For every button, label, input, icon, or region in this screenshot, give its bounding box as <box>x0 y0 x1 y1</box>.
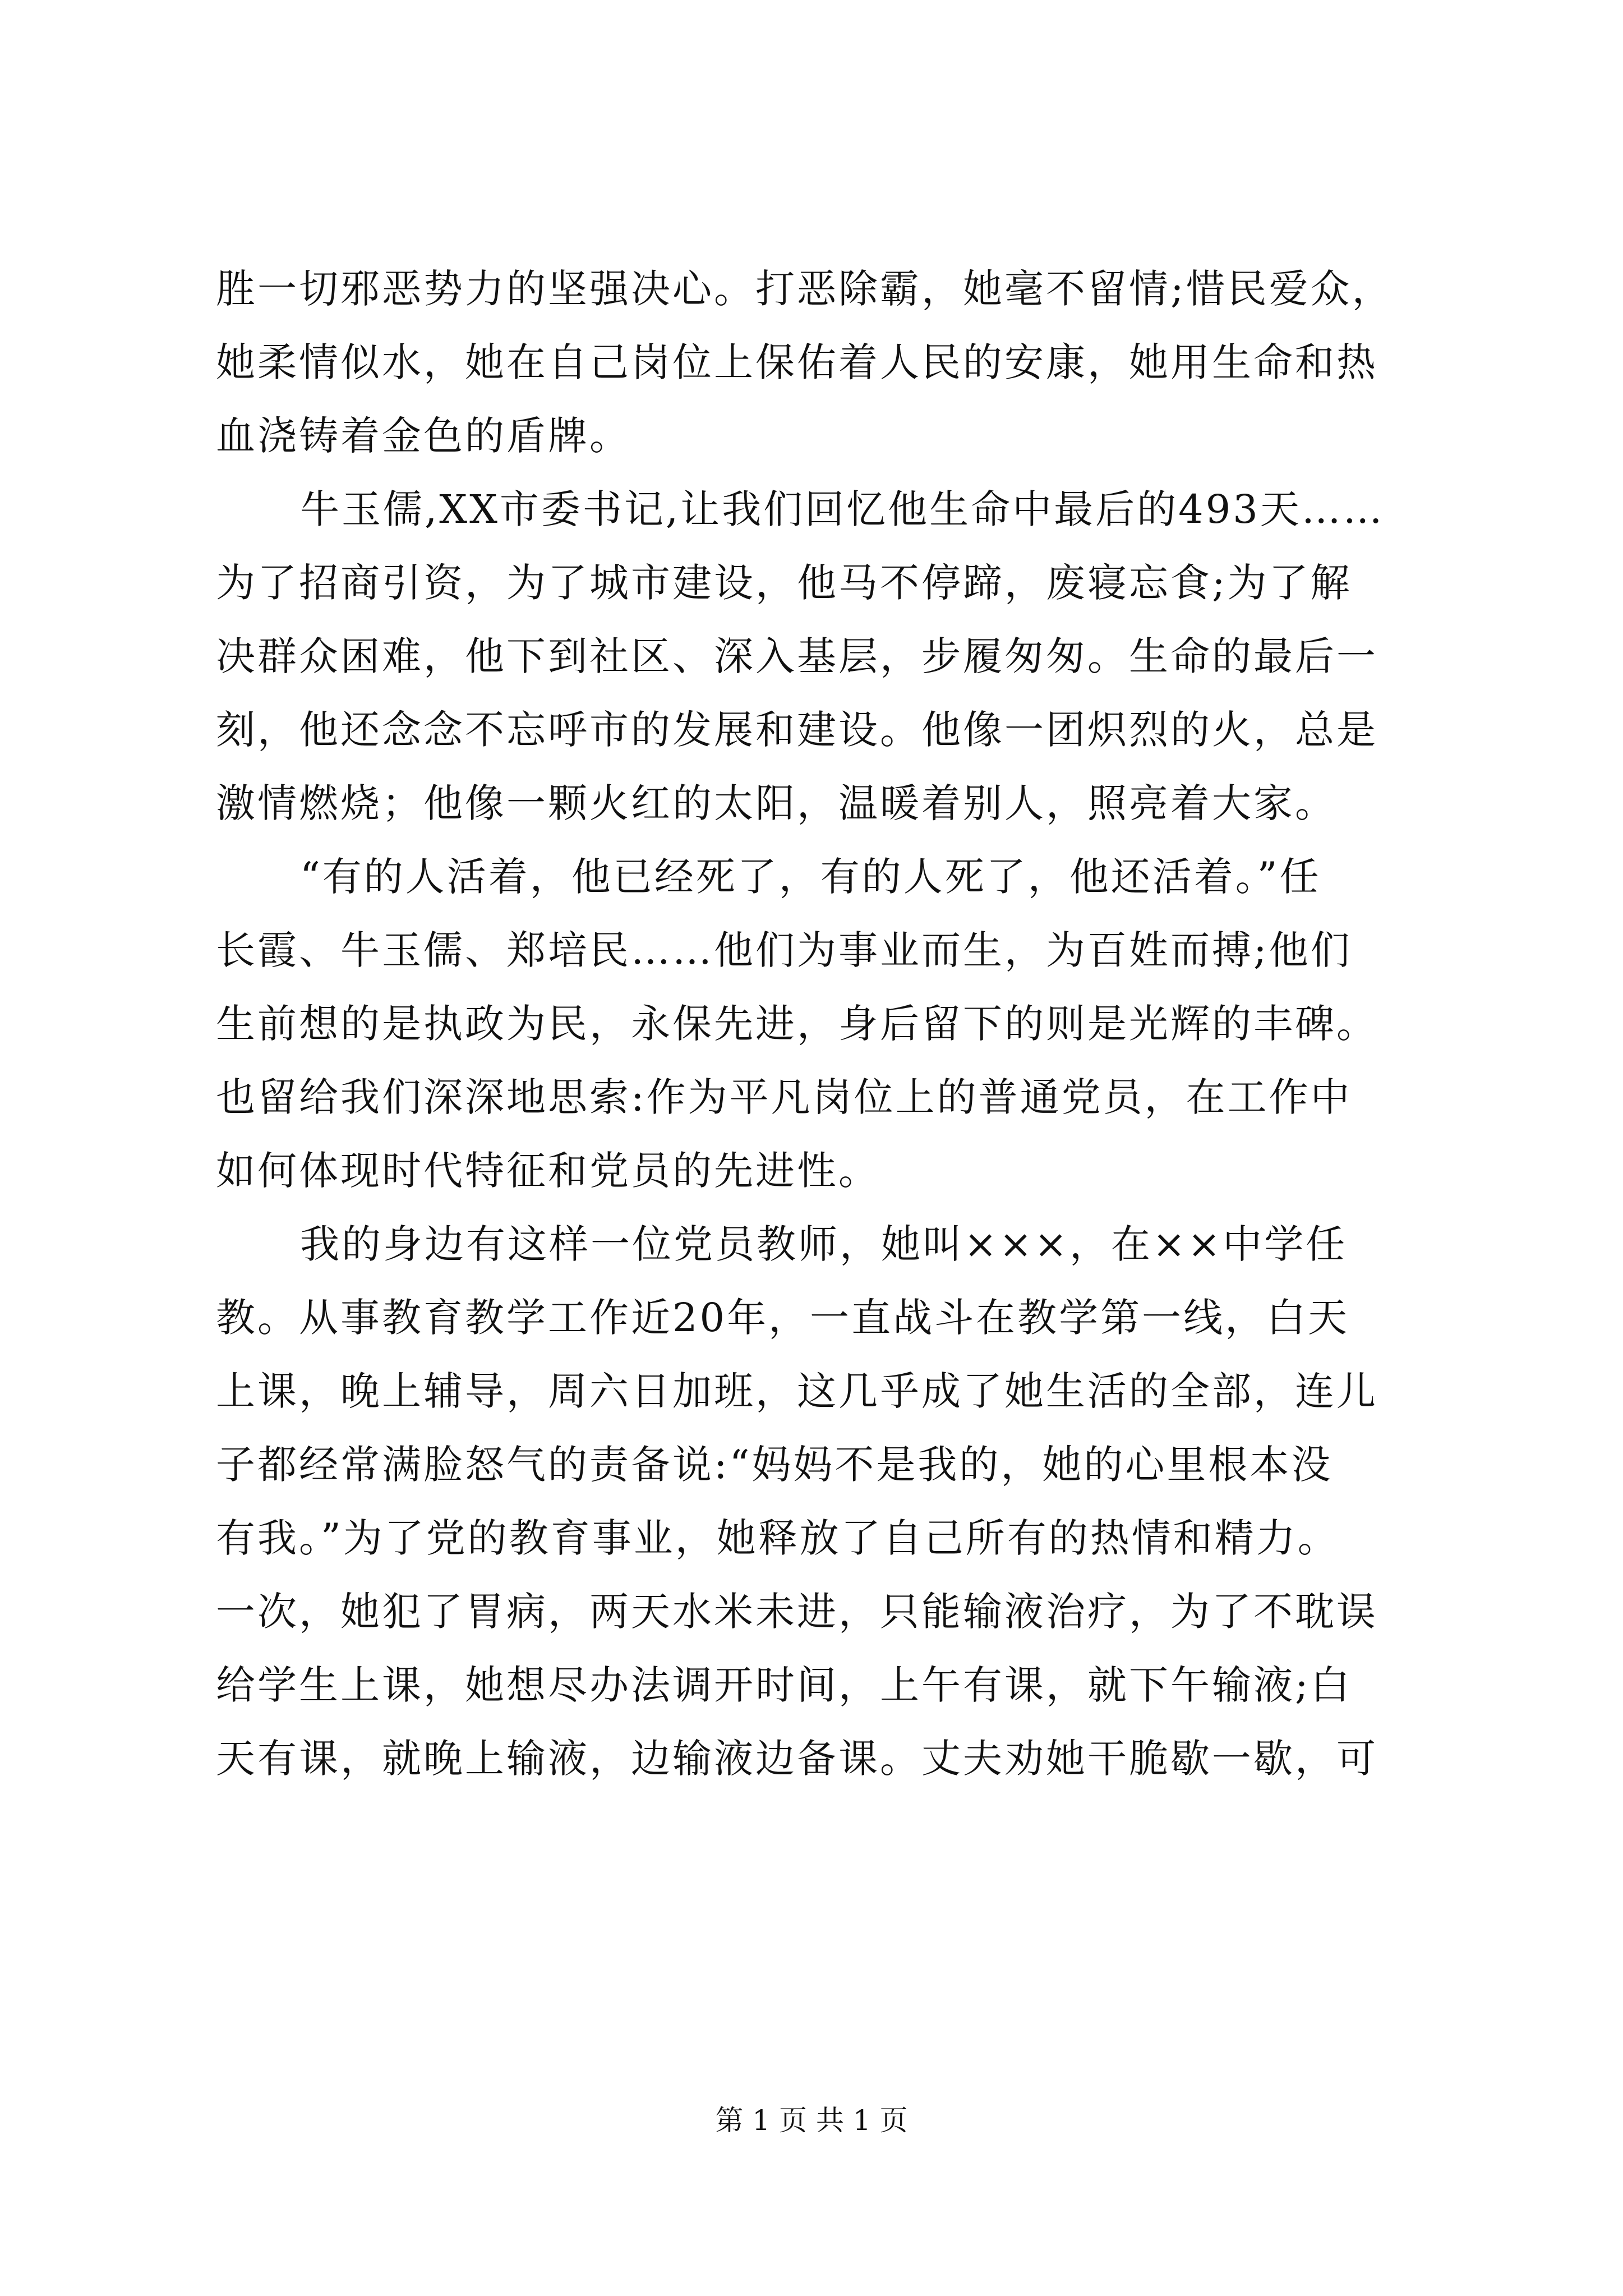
text-line: 胜一切邪恶势力的坚强决心。打恶除霸，她毫不留情;惜民爱众， <box>216 266 1394 312</box>
text-line: 生前想的是执政为民，永保先进，身后留下的则是光辉的丰碑。 <box>216 1001 1378 1047</box>
text-line: 如何体现时代特征和党员的先进性。 <box>216 1148 880 1194</box>
text-line: 上课，晚上辅导，周六日加班，这几乎成了她生活的全部，连儿 <box>216 1368 1378 1414</box>
text-line: 血浇铸着金色的盾牌。 <box>216 413 631 459</box>
text-line: 教。从事教育教学工作近20年，一直战斗在教学第一线，白天 <box>216 1295 1350 1341</box>
text-line: “有的人活着，他已经死了，有的人死了，他还活着。”任 <box>300 854 1321 900</box>
text-line: 有我。”为了党的教育事业，她释放了自己所有的热情和精力。 <box>216 1515 1339 1561</box>
text-line: 子都经常满脸怒气的责备说:“妈妈不是我的，她的心里根本没 <box>216 1442 1333 1488</box>
text-line: 她柔情似水，她在自己岗位上保佑着人民的安康，她用生命和热 <box>216 339 1378 385</box>
document-body <box>216 252 1444 1796</box>
text-line: 一次，她犯了胃病，两天水米未进，只能输液治疗，为了不耽误 <box>216 1589 1378 1635</box>
text-line: 刻，他还念念不忘呼市的发展和建设。他像一团炽烈的火，总是 <box>216 707 1378 753</box>
text-line: 我的身边有这样一位党员教师，她叫×××，在××中学任 <box>300 1221 1348 1267</box>
text-line: 给学生上课，她想尽办法调开时间，上午有课，就下午输液;白 <box>216 1662 1352 1708</box>
text-line: 为了招商引资，为了城市建设，他马不停蹄，废寝忘食;为了解 <box>216 560 1352 606</box>
text-line: 长霞、牛玉儒、郑培民……他们为事业而生，为百姓而搏;他们 <box>216 927 1352 973</box>
text-line: 也留给我们深深地思索:作为平凡岗位上的普通党员，在工作中 <box>216 1074 1352 1120</box>
text-line: 牛玉儒,XX市委书记,让我们回忆他生命中最后的493天…… <box>300 486 1385 532</box>
text-line: 决群众困难，他下到社区、深入基层，步履匆匆。生命的最后一 <box>216 633 1378 679</box>
text-line: 天有课，就晚上输液，边输液边备课。丈夫劝她干脆歇一歇，可 <box>216 1736 1378 1782</box>
page-footer: 第 1 页 共 1 页 <box>715 2104 908 2137</box>
text-line: 激情燃烧；他像一颗火红的太阳，温暖着别人，照亮着大家。 <box>216 780 1336 826</box>
